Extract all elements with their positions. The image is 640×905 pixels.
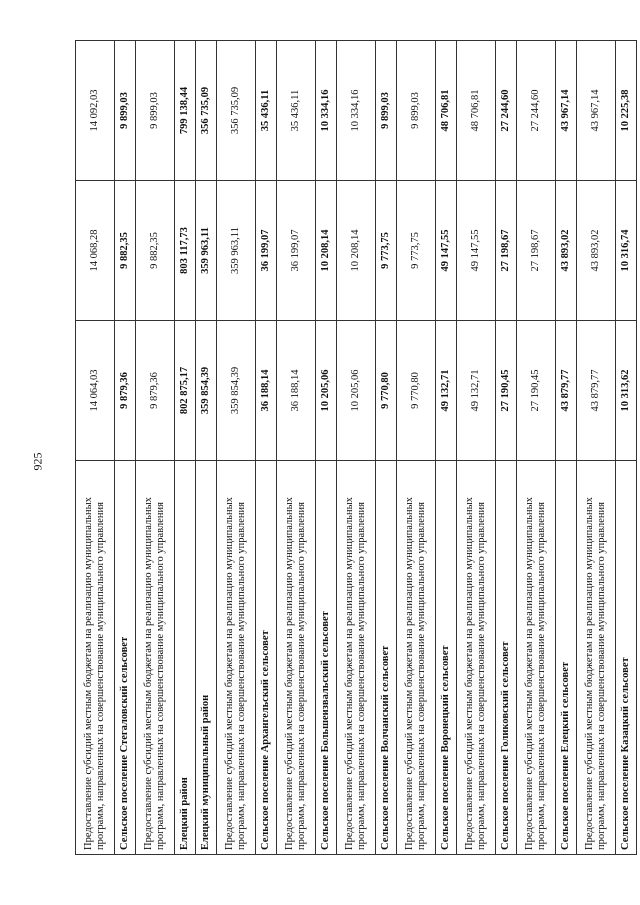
table-row	[76, 41, 115, 855]
row-label: Сельское поселение Волчанский сельсовет	[376, 461, 397, 855]
row-value-1: 9 879,36	[115, 321, 136, 461]
row-value-2: 27 198,67	[517, 181, 556, 321]
row-value-2: 10 208,14	[337, 181, 376, 321]
row-value-1: 36 188,14	[256, 321, 277, 461]
row-label: Елецкий муниципальный район	[196, 461, 217, 855]
row-value-1: 27 190,45	[517, 321, 556, 461]
table-row	[517, 41, 556, 855]
row-value-2: 9 882,35	[136, 181, 175, 321]
row-value-1: 43 879,77	[577, 321, 616, 461]
row-value-2: 49 147,55	[457, 181, 496, 321]
table-row	[316, 41, 337, 855]
row-value-3: 9 899,03	[376, 41, 397, 181]
row-label: Сельское поселение Архангельский сельсовет	[256, 461, 277, 855]
row-value-2: 9 773,75	[376, 181, 397, 321]
row-value-2: 36 199,07	[277, 181, 316, 321]
row-value-2: 43 893,02	[556, 181, 577, 321]
row-value-1: 359 854,39	[196, 321, 217, 461]
table-row	[556, 41, 577, 855]
table-row	[256, 41, 277, 855]
row-value-1: 802 875,17	[175, 321, 196, 461]
row-value-3: 356 735,09	[196, 41, 217, 181]
row-value-3: 799 138,44	[175, 41, 196, 181]
row-value-3: 9 899,03	[115, 41, 136, 181]
row-label: Предоставление субсидий местным бюджетам на реализацию муниципальных программ, направленных на совершенствование муниципального управления	[577, 461, 616, 855]
table-row	[196, 41, 217, 855]
row-label: Предоставление субсидий местным бюджетам на реализацию муниципальных программ, направленных на совершенствование муниципального управления	[277, 461, 316, 855]
row-value-2: 49 147,55	[436, 181, 457, 321]
row-label: Сельское поселение Стегаловский сельсовет	[115, 461, 136, 855]
table-row	[175, 41, 196, 855]
row-value-1: 9 770,80	[376, 321, 397, 461]
row-value-1: 10 205,06	[316, 321, 337, 461]
page-number: 925	[30, 452, 45, 471]
table-row	[136, 41, 175, 855]
row-value-3: 35 436,11	[277, 41, 316, 181]
row-value-3: 14 092,03	[76, 41, 115, 181]
row-label: Сельское поселение Большеизвальский сельсовет	[316, 461, 337, 855]
row-value-2: 359 963,11	[217, 181, 256, 321]
table-row	[376, 41, 397, 855]
table-row	[337, 41, 376, 855]
row-value-3: 356 735,09	[217, 41, 256, 181]
table-row	[577, 41, 616, 855]
row-value-3: 43 967,14	[577, 41, 616, 181]
row-label: Предоставление субсидий местным бюджетам на реализацию муниципальных программ, направленных на совершенствование муниципального управления	[337, 461, 376, 855]
row-label: Сельское поселение Елецкий сельсовет	[556, 461, 577, 855]
table-row	[616, 41, 637, 855]
row-value-3: 10 225,38	[616, 41, 637, 181]
row-value-3: 9 899,03	[397, 41, 436, 181]
row-label: Сельское поселение Казацкий сельсовет	[616, 461, 637, 855]
row-value-3: 43 967,14	[556, 41, 577, 181]
row-value-1: 43 879,77	[556, 321, 577, 461]
row-value-2: 9 882,35	[115, 181, 136, 321]
row-value-1: 9 879,36	[136, 321, 175, 461]
row-value-2: 43 893,02	[577, 181, 616, 321]
row-value-3: 27 244,60	[517, 41, 556, 181]
row-label: Предоставление субсидий местным бюджетам на реализацию муниципальных программ, направленных на совершенствование муниципального управления	[517, 461, 556, 855]
table-row	[217, 41, 256, 855]
subsidy-table-body	[76, 41, 637, 855]
row-value-1: 27 190,45	[496, 321, 517, 461]
row-value-1: 49 132,71	[436, 321, 457, 461]
row-label: Сельское поселение Голиковский сельсовет	[496, 461, 517, 855]
row-value-1: 14 064,03	[76, 321, 115, 461]
row-value-1: 10 205,06	[337, 321, 376, 461]
row-label: Елецкий район	[175, 461, 196, 855]
row-value-2: 36 199,07	[256, 181, 277, 321]
rotated-table-container	[75, 40, 631, 855]
row-label: Предоставление субсидий местным бюджетам на реализацию муниципальных программ, направленных на совершенствование муниципального управления	[217, 461, 256, 855]
row-value-2: 10 208,14	[316, 181, 337, 321]
row-value-1: 10 313,62	[616, 321, 637, 461]
row-value-3: 48 706,81	[436, 41, 457, 181]
table-row	[115, 41, 136, 855]
row-value-1: 36 188,14	[277, 321, 316, 461]
row-value-3: 27 244,60	[496, 41, 517, 181]
row-value-2: 359 963,11	[196, 181, 217, 321]
row-value-2: 803 117,73	[175, 181, 196, 321]
row-value-1: 359 854,39	[217, 321, 256, 461]
row-label: Предоставление субсидий местным бюджетам на реализацию муниципальных программ, направленных на совершенствование муниципального управления	[457, 461, 496, 855]
row-value-1: 9 770,80	[397, 321, 436, 461]
row-value-2: 9 773,75	[397, 181, 436, 321]
table-row	[436, 41, 457, 855]
table-row	[496, 41, 517, 855]
row-value-1: 49 132,71	[457, 321, 496, 461]
subsidy-table	[75, 40, 637, 855]
row-value-2: 10 316,74	[616, 181, 637, 321]
table-row	[457, 41, 496, 855]
row-label: Сельское поселение Воронецкий сельсовет	[436, 461, 457, 855]
table-row	[277, 41, 316, 855]
row-label: Предоставление субсидий местным бюджетам на реализацию муниципальных программ, направленных на совершенствование муниципального управления	[136, 461, 175, 855]
table-row	[397, 41, 436, 855]
row-value-3: 35 436,11	[256, 41, 277, 181]
row-value-2: 14 068,28	[76, 181, 115, 321]
row-value-3: 10 334,16	[337, 41, 376, 181]
row-value-2: 27 198,67	[496, 181, 517, 321]
row-label: Предоставление субсидий местным бюджетам на реализацию муниципальных программ, направленных на совершенствование муниципального управления	[76, 461, 115, 855]
row-value-3: 48 706,81	[457, 41, 496, 181]
row-label: Предоставление субсидий местным бюджетам на реализацию муниципальных программ, направленных на совершенствование муниципального управления	[397, 461, 436, 855]
row-value-3: 9 899,03	[136, 41, 175, 181]
row-value-3: 10 334,16	[316, 41, 337, 181]
